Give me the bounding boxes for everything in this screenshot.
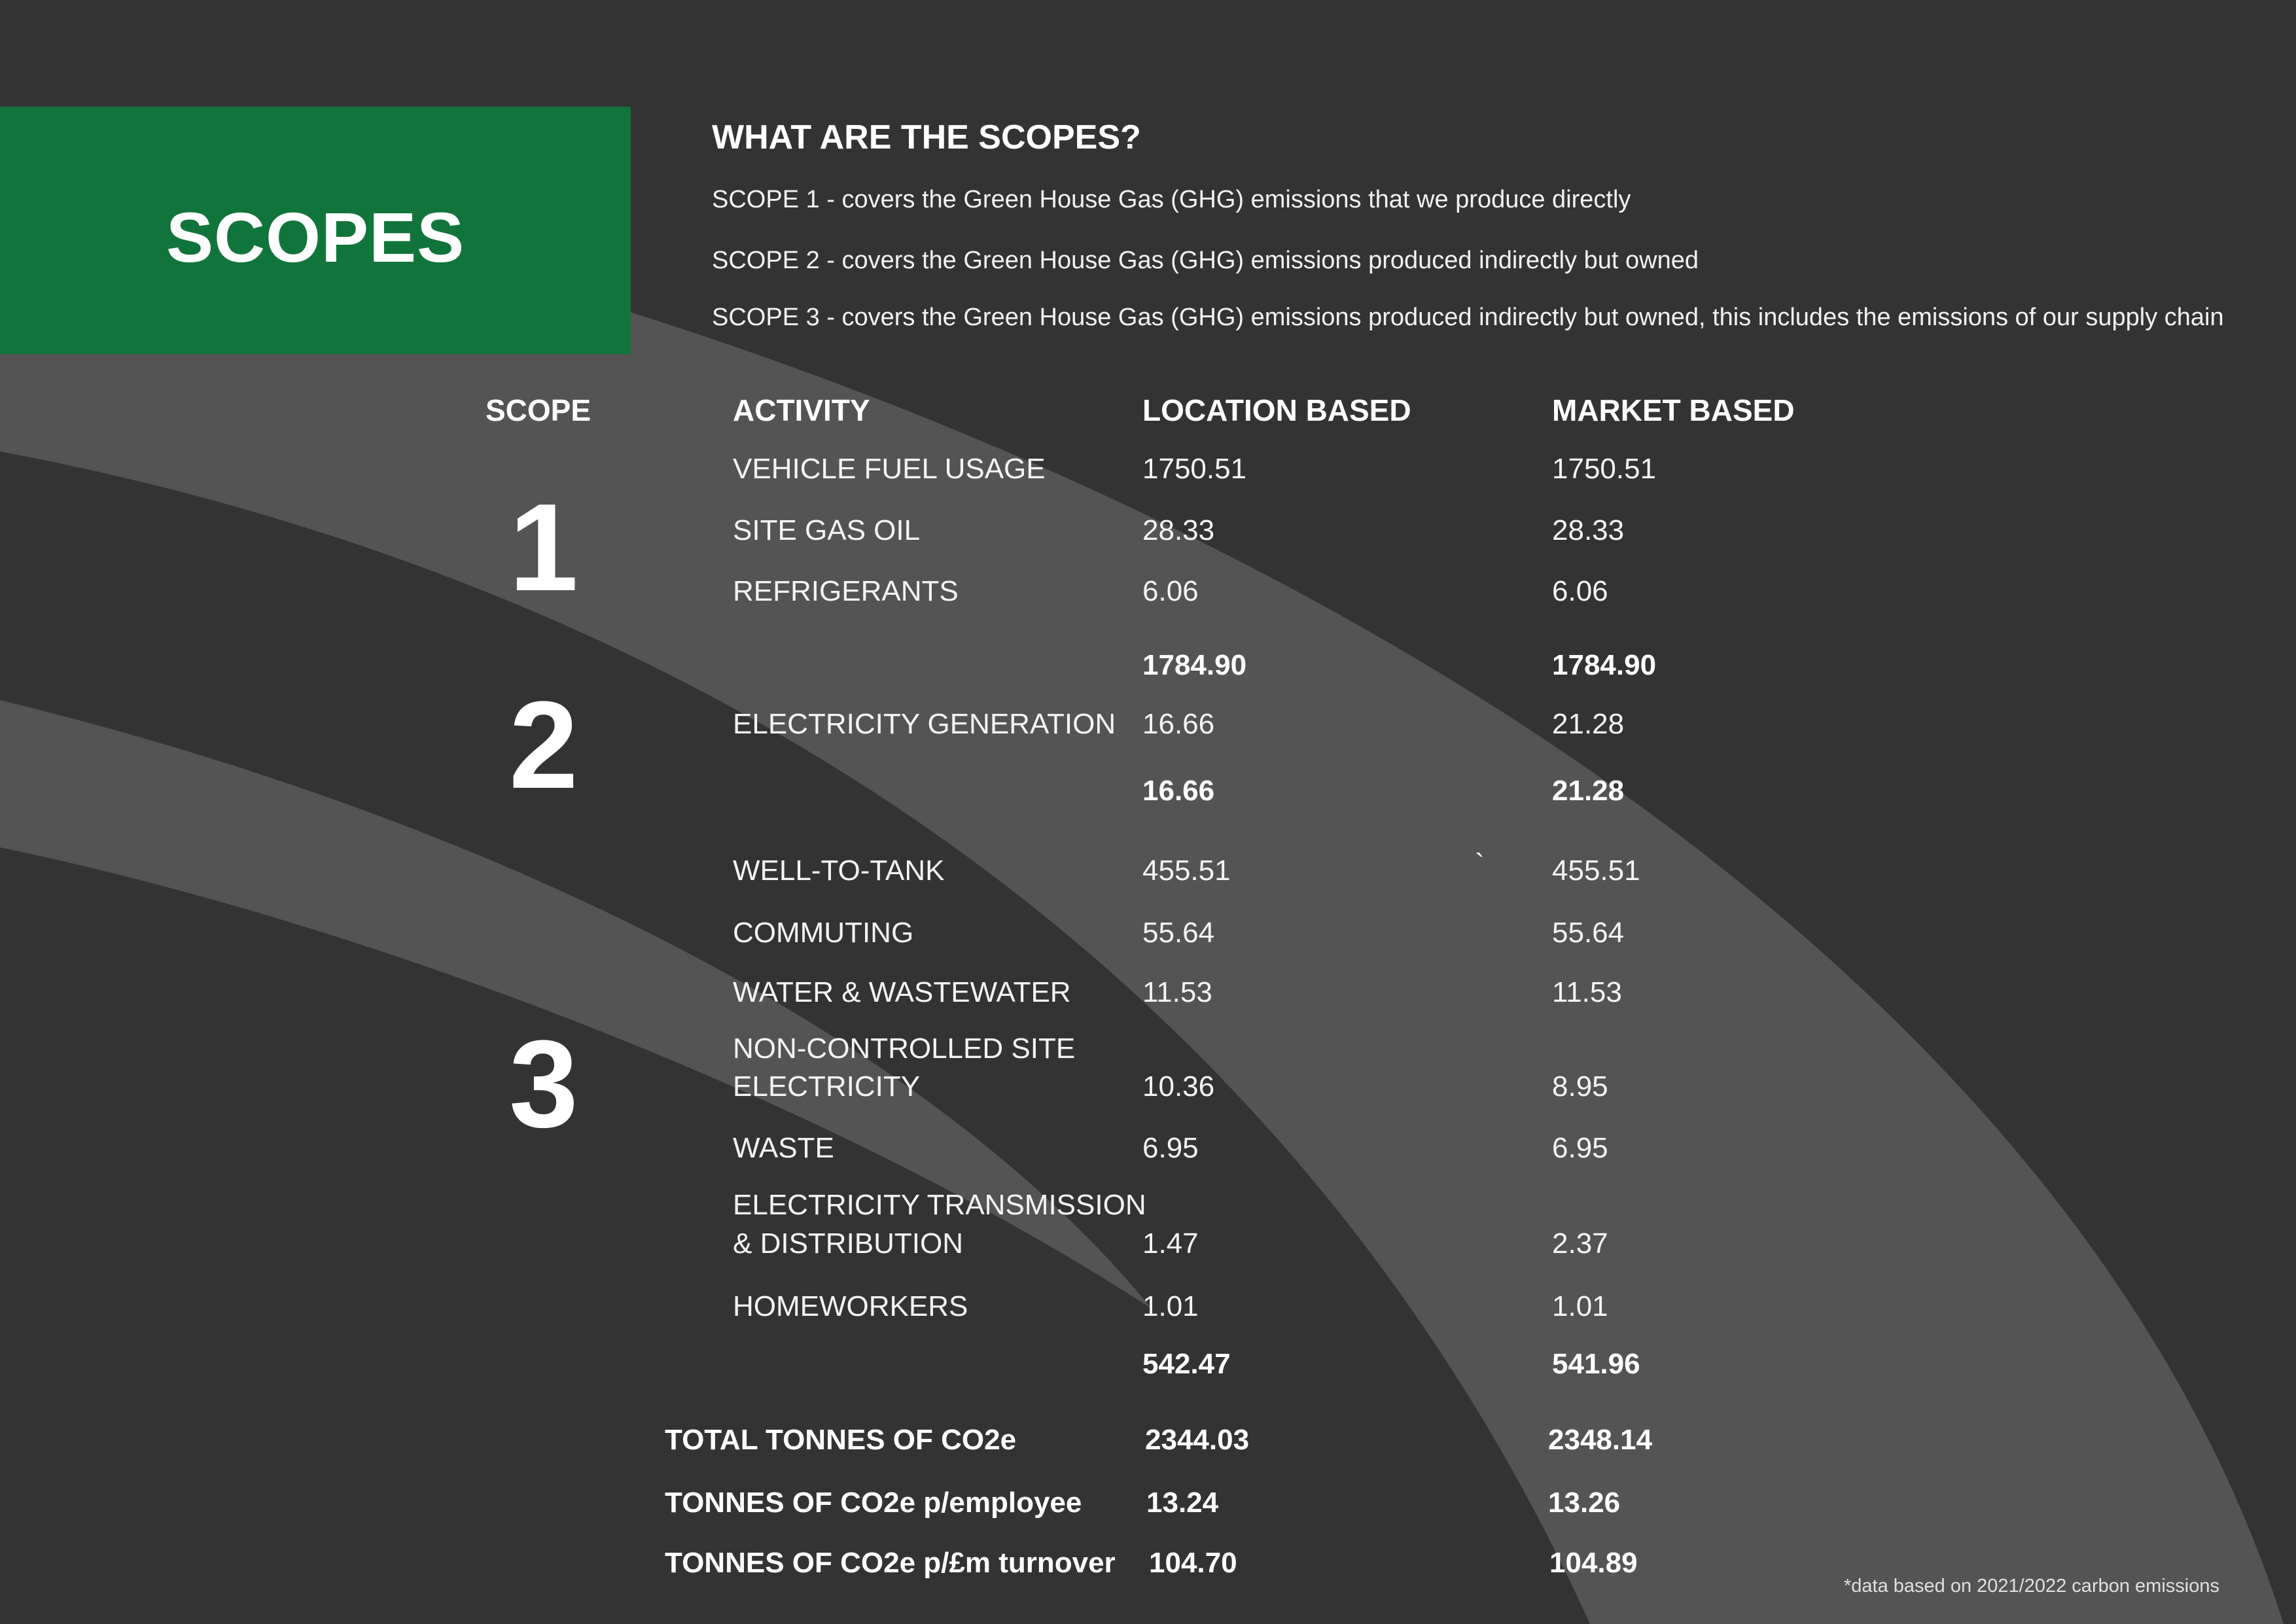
scope-number-3: 3 [509,1015,578,1154]
table-row-location: 16.66 [1142,708,1215,740]
stray-mark: ` [1475,848,1485,880]
table-row-market: 1.01 [1552,1290,1608,1322]
footnote: *data based on 2021/2022 carbon emissions [1844,1576,2219,1597]
total-tonnes-location: 2344.03 [1145,1424,1250,1456]
table-row-market: 28.33 [1552,514,1625,546]
table-row-market: 6.06 [1552,575,1608,607]
header-scope: SCOPE [486,393,592,427]
scope-3-subtotal-location: 542.47 [1142,1348,1231,1380]
table-row-activity: ELECTRICITY GENERATION [733,708,1116,740]
table-row-activity: VEHICLE FUEL USAGE [733,453,1046,485]
table-row-location: 1750.51 [1142,453,1247,485]
table-row-activity: SITE GAS OIL [733,514,921,546]
table-row-activity: WASTE [733,1132,834,1164]
total-tonnes-market: 2348.14 [1548,1424,1653,1456]
table-row-activity-line1: NON-CONTROLLED SITE [733,1033,1076,1065]
table-row-location: 455.51 [1142,855,1231,887]
table-row-activity: COMMUTING [733,917,914,949]
table-row-market: 21.28 [1552,708,1625,740]
table-row-location: 6.06 [1142,575,1199,607]
table-row-activity: WELL-TO-TANK [733,855,945,887]
per-employee-location: 13.24 [1146,1487,1219,1519]
table-row-market: 55.64 [1552,917,1625,949]
header-market-based: MARKET BASED [1552,393,1795,427]
table-row-activity: WATER & WASTEWATER [733,976,1071,1008]
table-row-activity-line2: ELECTRICITY [733,1070,921,1103]
per-turnover-location: 104.70 [1149,1547,1237,1579]
scope-1-subtotal-location: 1784.90 [1142,649,1247,681]
per-turnover-market: 104.89 [1549,1547,1638,1579]
header-location-based: LOCATION BASED [1142,393,1411,427]
scope-number-2: 2 [509,676,578,815]
table-row-activity-line2: & DISTRIBUTION [733,1227,964,1260]
table-row-market: 1750.51 [1552,453,1657,485]
table-row-location: 6.95 [1142,1132,1199,1164]
table-row-market: 6.95 [1552,1132,1608,1164]
table-row-market: 455.51 [1552,855,1640,887]
table-row-market: 8.95 [1552,1070,1608,1103]
table-row-location: 1.47 [1142,1227,1199,1260]
banner-title: SCOPES [166,198,465,277]
table-row-market: 11.53 [1552,976,1622,1008]
header-activity: ACTIVITY [733,393,870,427]
table-row-location: 55.64 [1142,917,1215,949]
scope-number-1: 1 [509,478,578,617]
per-turnover-label: TONNES OF CO2e p/£m turnover [665,1547,1116,1579]
table-row-activity-line1: ELECTRICITY TRANSMISSION [733,1189,1146,1221]
table-row-activity: REFRIGERANTS [733,575,959,607]
table-row-location: 28.33 [1142,514,1215,546]
scope-2-subtotal-market: 21.28 [1552,775,1625,807]
table-row-activity: HOMEWORKERS [733,1290,968,1322]
intro-line-scope-3: SCOPE 3 - covers the Green House Gas (GHG) emissions produced indirectly but owned, this includes the emissions of our supply chain [712,304,2224,331]
table-row-location: 11.53 [1142,976,1212,1008]
per-employee-label: TONNES OF CO2e p/employee [665,1487,1082,1519]
table-row-market: 2.37 [1552,1227,1608,1260]
large-arc-swoosh [0,311,2284,1624]
table-row-location: 10.36 [1142,1070,1215,1103]
intro-heading: WHAT ARE THE SCOPES? [712,118,1141,156]
scope-3-subtotal-market: 541.96 [1552,1348,1640,1380]
scope-1-subtotal-market: 1784.90 [1552,649,1657,681]
scope-2-subtotal-location: 16.66 [1142,775,1215,807]
table-row-location: 1.01 [1142,1290,1199,1322]
per-employee-market: 13.26 [1548,1487,1621,1519]
total-tonnes-label: TOTAL TONNES OF CO2e [665,1424,1017,1456]
intro-line-scope-1: SCOPE 1 - covers the Green House Gas (GHG) emissions that we produce directly [712,186,1631,213]
intro-line-scope-2: SCOPE 2 - covers the Green House Gas (GHG) emissions produced indirectly but owned [712,247,1699,274]
